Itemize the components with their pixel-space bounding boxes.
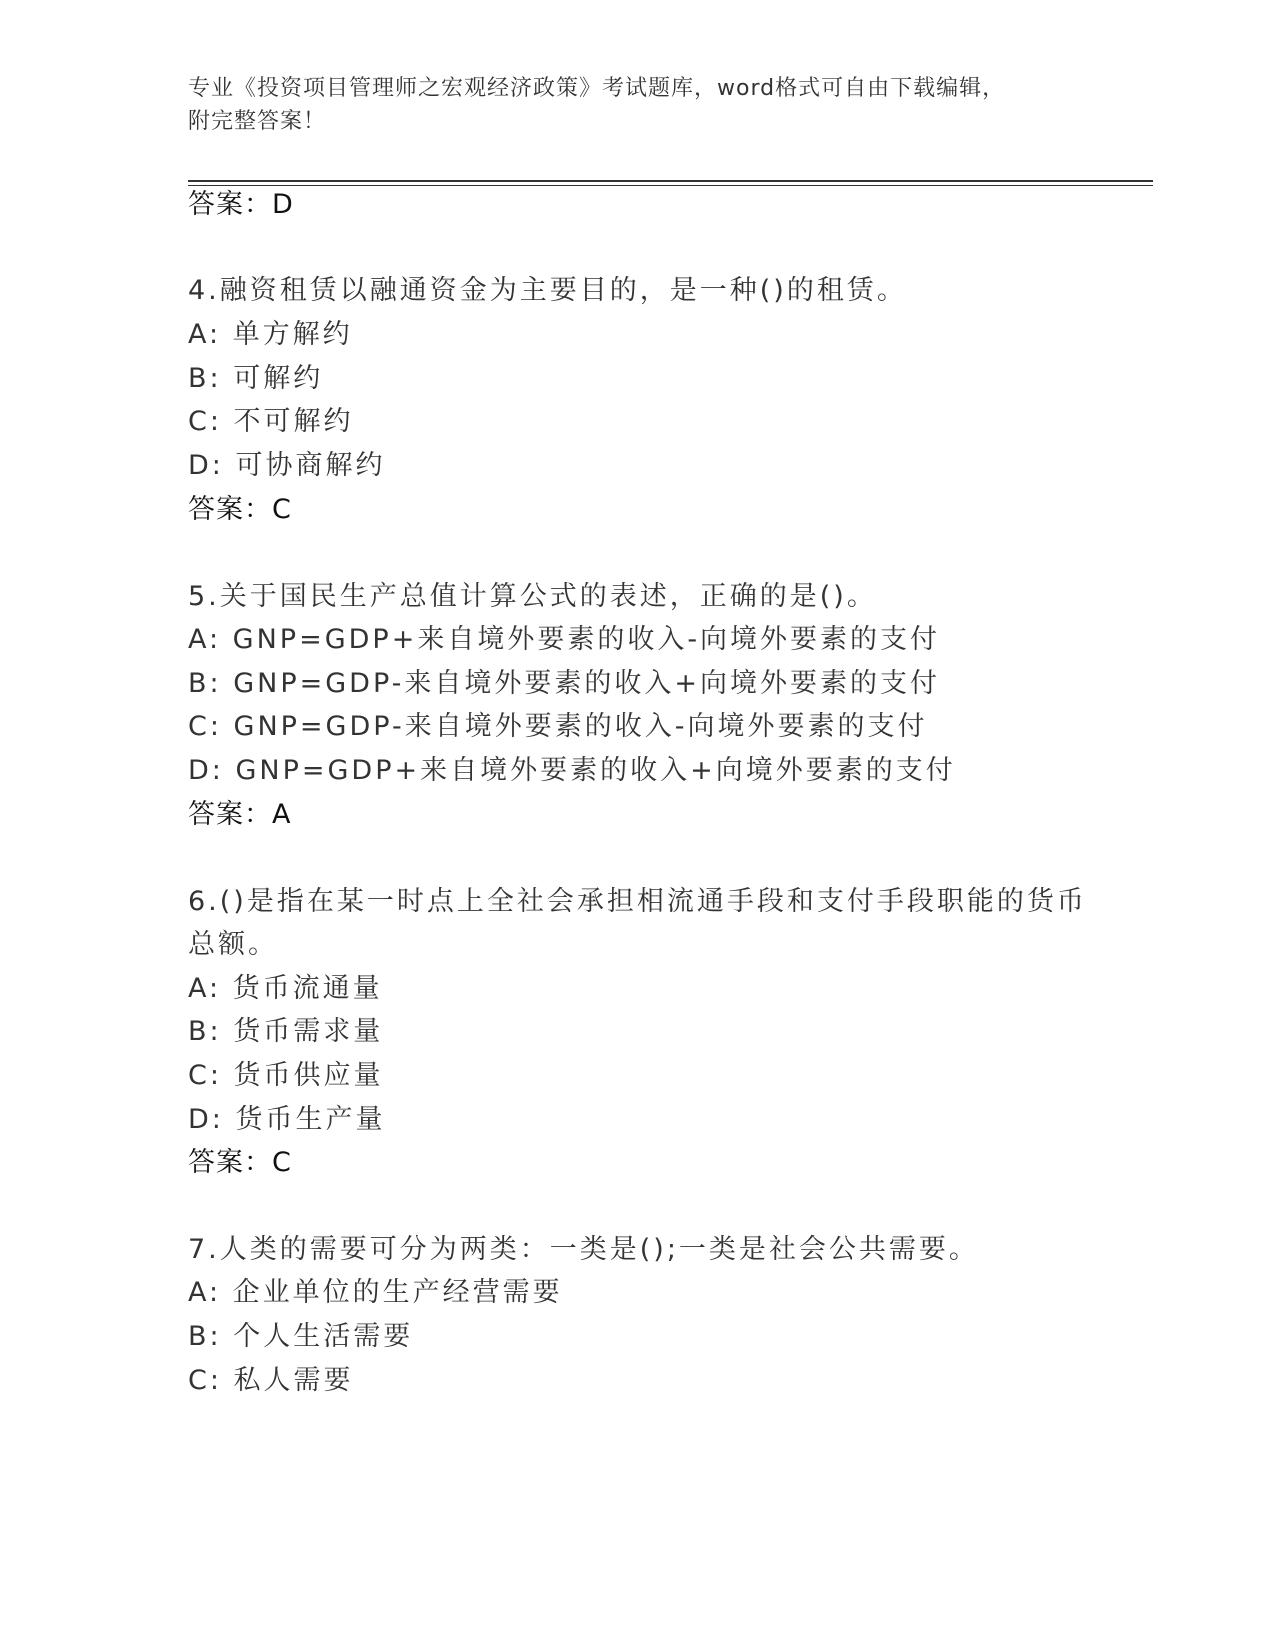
question-4-stem: 4.融资租赁以融通资金为主要目的，是一种()的租赁。 (188, 275, 907, 306)
question-5-option-c: C: GNP=GDP-来自境外要素的收入-向境外要素的支付 (188, 711, 928, 742)
question-5-option-d: D: GNP=GDP+来自境外要素的收入+向境外要素的支付 (188, 755, 956, 786)
question-4-answer: 答案：C (188, 494, 292, 525)
question-4-option-b: B: 可解约 (188, 363, 324, 394)
question-5-answer: 答案：A (188, 799, 292, 830)
question-5-stem: 5.关于国民生产总值计算公式的表述，正确的是()。 (188, 581, 877, 612)
question-6-answer: 答案：C (188, 1147, 292, 1178)
question-6-option-c: C: 货币供应量 (188, 1060, 384, 1091)
question-6-option-a: A: 货币流通量 (188, 973, 383, 1004)
question-4-option-d: D: 可协商解约 (188, 450, 386, 481)
question-6-option-d: D: 货币生产量 (188, 1104, 386, 1135)
question-7-option-c: C: 私人需要 (188, 1365, 354, 1396)
question-7-option-a: A: 企业单位的生产经营需要 (188, 1277, 563, 1308)
header-rule-thick (188, 180, 1153, 182)
document-header (188, 72, 1088, 138)
question-6-option-b: B: 货币需求量 (188, 1016, 384, 1047)
question-4-option-a: A: 单方解约 (188, 319, 353, 350)
question-6-stem: 6.()是指在某一时点上全社会承担相流通手段和支付手段职能的货币 (188, 886, 1087, 917)
question-4-option-c: C: 不可解约 (188, 406, 354, 437)
question-5-option-a: A: GNP=GDP+来自境外要素的收入-向境外要素的支付 (188, 624, 941, 655)
question-5-option-b: B: GNP=GDP-来自境外要素的收入+向境外要素的支付 (188, 668, 940, 699)
answer-prev: 答案：D (188, 189, 294, 220)
question-6-stem-cont: 总额。 (188, 929, 278, 960)
question-7-stem: 7.人类的需要可分为两类：一类是();一类是社会公共需要。 (188, 1234, 979, 1265)
header-rule-thin (188, 185, 1153, 186)
header-line-1: 专业《投资项目管理师之宏观经济政策》考试题库，word格式可自由下载编辑， (188, 76, 1006, 101)
question-7-option-b: B: 个人生活需要 (188, 1321, 414, 1352)
header-line-2: 附完整答案！ (188, 109, 327, 134)
